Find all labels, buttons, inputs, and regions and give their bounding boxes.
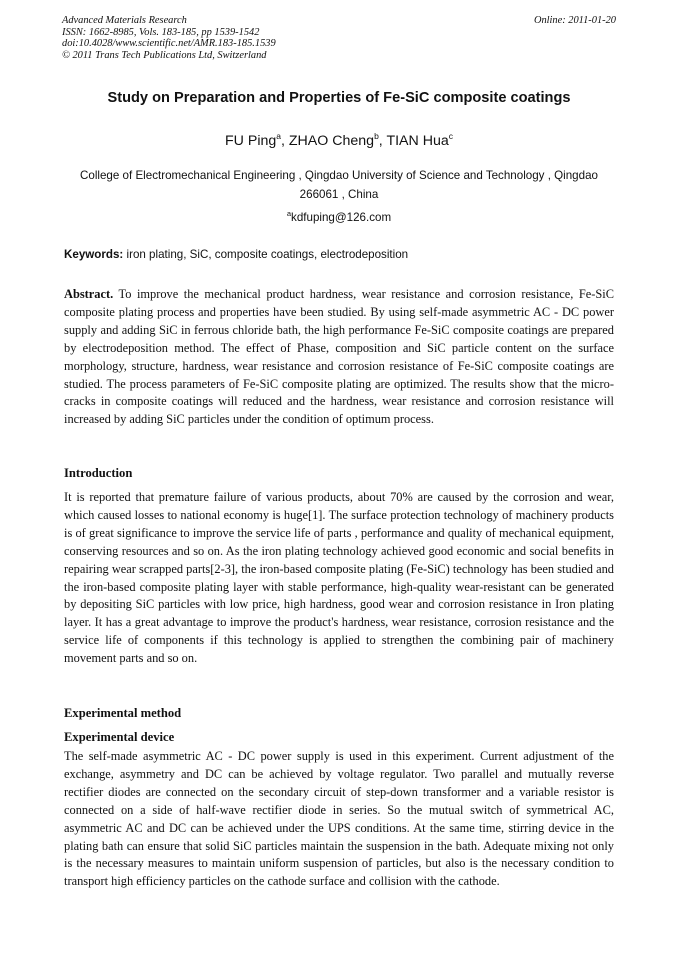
- copyright-line: © 2011 Trans Tech Publications Ltd, Switzerland: [62, 49, 267, 61]
- experimental-device-heading: Experimental device: [64, 730, 175, 744]
- journal-name: Advanced Materials Research: [62, 15, 187, 26]
- affiliation: College of Electromechanical Engineering , Qingdao University of Science and Technology , Qingdao 266061 , China: [80, 169, 598, 201]
- author-email: [40, 209, 638, 224]
- email-address: kdfuping@126.com: [291, 211, 392, 224]
- doi-line: doi:10.4028/www.scientific.net/AMR.183-185.1539: [62, 38, 276, 49]
- keywords-label: Keywords:: [64, 248, 124, 261]
- author-sep: ,: [281, 133, 289, 149]
- author-sup: b: [374, 131, 379, 141]
- author-list: [40, 131, 638, 149]
- experimental-device-text: The self-made asymmetric AC - DC power supply is used in this experiment. Current adjustment of the exchange, asymmetry and DC can be achieved by voltage regulator. Two parallel and mutually reverse rectifier diodes are connected on the secondary circuit of step-down transformer and a variable resistor is connected on a side of half-wave rectifier diode in series. So the mutual switch of symmetrical AC, asymmetric AC and DC can be achieved under the UPS conditions. At the same time, stirring device in the plating bath can ensure that solid SiC particles maintain the suspension in the bath. Adequate mixing not only is the necessary measures to maintain uniform suspension of particles, but also is the necessary condition to transport high efficiency particles on the cathode surface and collision with the cathode.: [64, 749, 614, 889]
- paper-title: Study on Preparation and Properties of Fe-SiC composite coatings: [107, 90, 571, 106]
- experimental-method-heading: Experimental method: [64, 706, 182, 720]
- journal-header: [62, 15, 616, 61]
- abstract: [64, 286, 614, 429]
- keywords-text: iron plating, SiC, composite coatings, electrodeposition: [123, 248, 409, 261]
- keywords: [64, 248, 616, 261]
- author-sep: ,: [378, 133, 387, 149]
- email-sup: a: [286, 209, 292, 218]
- author-name: FU Ping: [225, 133, 277, 149]
- author-name: ZHAO Cheng: [288, 133, 375, 149]
- author-name: TIAN Hua: [386, 133, 449, 149]
- author-sup: c: [448, 131, 453, 141]
- issn-line: ISSN: 1662-8985, Vols. 183-185, pp 1539-1542: [62, 26, 260, 38]
- online-date: Online: 2011-01-20: [533, 15, 616, 26]
- abstract-text: To improve the mechanical product hardness, wear resistance and corrosion resistance, Fe-SiC composite plating process and properties have been studied. By using self-made asymmetric AC - DC power supply and adding SiC in ferrous chloride bath, the high performance Fe-SiC composite coatings are prepared by electrodeposition method. The effect of Phase, composition and SiC particle content on the surface morphology, structure, hardness, wear resistance and corrosion resistance of Fe-SiC composite coatings are studied. The process parameters of Fe-SiC composite plating are optimized. The results show that the micro-cracks in composite coatings will reduced and the hardness, wear resistance and corrosion resistance will increased by adding SiC particles under the condition of optimum process.: [64, 287, 614, 427]
- author-sup: a: [276, 131, 281, 141]
- introduction-heading: Introduction: [64, 466, 133, 480]
- abstract-label: Abstract.: [64, 287, 114, 301]
- introduction-text: It is reported that premature failure of various products, about 70% are caused by the corrosion and wear, which caused losses to national economy is huge[1]. The surface protection technology of machinery products is of great significance to improve the service life of parts , performance and quality of mechanical equipment, conserving resources and so on. As the iron plating technology achieved good economic and social benefits in repairing wear scrapped parts[2-3], the iron-based composite plating (Fe-SiC) technology has been studied and the iron-based composite plating layer with stable performance, high-quality wear-resistant can be generated by depositing SiC particles with low price, high hardness, good wear and corrosion resistance in Iron plating layer. It has a great advantage to improve the product's hardness, wear resistance, corrosion resistance and the service life of components if this technology is applied to strengthen the combining pair of machinery movement parts and so on.: [64, 490, 614, 666]
